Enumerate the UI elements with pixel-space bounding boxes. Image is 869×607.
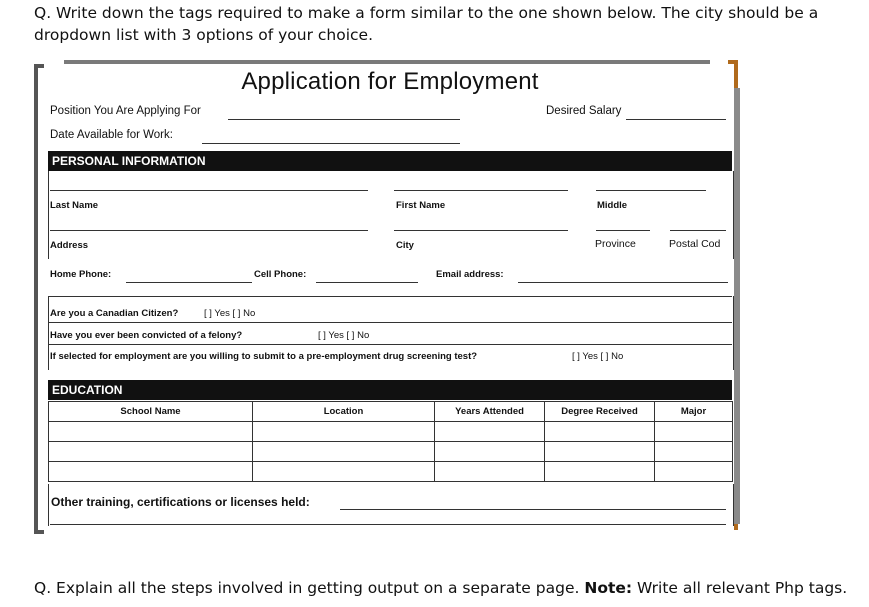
table-cell[interactable] bbox=[545, 422, 655, 442]
table-cell[interactable] bbox=[655, 422, 733, 442]
col-degree-received: Degree Received bbox=[545, 402, 655, 422]
table-cell[interactable] bbox=[435, 442, 545, 462]
postal-code-label: Postal Cod bbox=[669, 238, 721, 250]
province-label: Province bbox=[595, 238, 636, 250]
last-name-input-line[interactable] bbox=[50, 190, 368, 191]
table-cell[interactable] bbox=[253, 422, 435, 442]
personal-info-header: PERSONAL INFORMATION bbox=[48, 151, 732, 171]
desired-salary-label: Desired Salary bbox=[546, 105, 622, 117]
last-name-label: Last Name bbox=[50, 200, 99, 211]
education-header: EDUCATION bbox=[48, 380, 732, 400]
date-available-label: Date Available for Work: bbox=[50, 129, 173, 141]
col-school-name: School Name bbox=[49, 402, 253, 422]
citizen-question: Are you a Canadian Citizen? bbox=[50, 308, 179, 319]
table-row bbox=[49, 462, 733, 482]
drug-test-options[interactable]: [ ] Yes [ ] No bbox=[572, 351, 624, 362]
other-training-input-line-2[interactable] bbox=[50, 524, 726, 525]
col-years-attended: Years Attended bbox=[435, 402, 545, 422]
table-cell[interactable] bbox=[49, 442, 253, 462]
table-cell[interactable] bbox=[655, 462, 733, 482]
questions-box bbox=[48, 296, 734, 370]
middle-label: Middle bbox=[597, 200, 628, 211]
question-2-note: Note: bbox=[584, 579, 633, 597]
table-cell[interactable] bbox=[49, 462, 253, 482]
felony-question: Have you ever been convicted of a felony? bbox=[50, 330, 243, 341]
table-cell[interactable] bbox=[435, 422, 545, 442]
desired-salary-input-line[interactable] bbox=[626, 119, 726, 120]
felony-options[interactable]: [ ] Yes [ ] No bbox=[318, 330, 370, 341]
citizen-options[interactable]: [ ] Yes [ ] No bbox=[204, 308, 256, 319]
other-training-label: Other training, certifications or licenses held: bbox=[51, 495, 310, 509]
first-name-input-line[interactable] bbox=[394, 190, 568, 191]
table-row bbox=[49, 442, 733, 462]
table-cell[interactable] bbox=[545, 462, 655, 482]
province-input-line[interactable] bbox=[596, 230, 650, 231]
table-cell[interactable] bbox=[49, 422, 253, 442]
right-edge-bar bbox=[734, 88, 740, 524]
table-cell[interactable] bbox=[253, 442, 435, 462]
table-cell[interactable] bbox=[435, 462, 545, 482]
table-row bbox=[49, 422, 733, 442]
drug-test-question: If selected for employment are you willing to submit to a pre-employment drug screening test? bbox=[50, 351, 478, 362]
question-2-suffix: Write all relevant Php tags. bbox=[632, 579, 848, 597]
cell-phone-input-line[interactable] bbox=[316, 282, 418, 283]
question-1: Q. Write down the tags required to make a form similar to the one shown below. The city should be a dropdown list with 3 options of your choice. bbox=[34, 4, 819, 44]
address-input-line[interactable] bbox=[50, 230, 368, 231]
question-2-prefix: Q. Explain all the steps involved in getting output on a separate page. bbox=[34, 579, 585, 597]
home-phone-label: Home Phone: bbox=[50, 269, 112, 280]
question-2 bbox=[34, 577, 854, 599]
cell-phone-label: Cell Phone: bbox=[254, 269, 307, 280]
home-phone-input-line[interactable] bbox=[126, 282, 252, 283]
table-cell[interactable] bbox=[545, 442, 655, 462]
position-input-line[interactable] bbox=[228, 119, 460, 120]
city-input-line[interactable] bbox=[394, 230, 568, 231]
middle-input-line[interactable] bbox=[596, 190, 706, 191]
address-label: Address bbox=[50, 240, 89, 251]
col-location: Location bbox=[253, 402, 435, 422]
left-bracket bbox=[34, 64, 44, 534]
col-major: Major bbox=[655, 402, 733, 422]
postal-code-input-line[interactable] bbox=[670, 230, 726, 231]
date-available-input-line[interactable] bbox=[202, 143, 460, 144]
position-label: Position You Are Applying For bbox=[50, 105, 201, 117]
city-label: City bbox=[396, 240, 414, 251]
email-label: Email address: bbox=[436, 269, 504, 280]
table-cell[interactable] bbox=[253, 462, 435, 482]
form-title: Application for Employment bbox=[241, 68, 539, 95]
first-name-label: First Name bbox=[396, 200, 446, 211]
email-input-line[interactable] bbox=[518, 282, 728, 283]
top-rule bbox=[64, 60, 710, 64]
table-cell[interactable] bbox=[655, 442, 733, 462]
other-training-input-line-1[interactable] bbox=[340, 509, 726, 510]
employment-application-form bbox=[34, 58, 746, 528]
education-table bbox=[48, 401, 733, 482]
